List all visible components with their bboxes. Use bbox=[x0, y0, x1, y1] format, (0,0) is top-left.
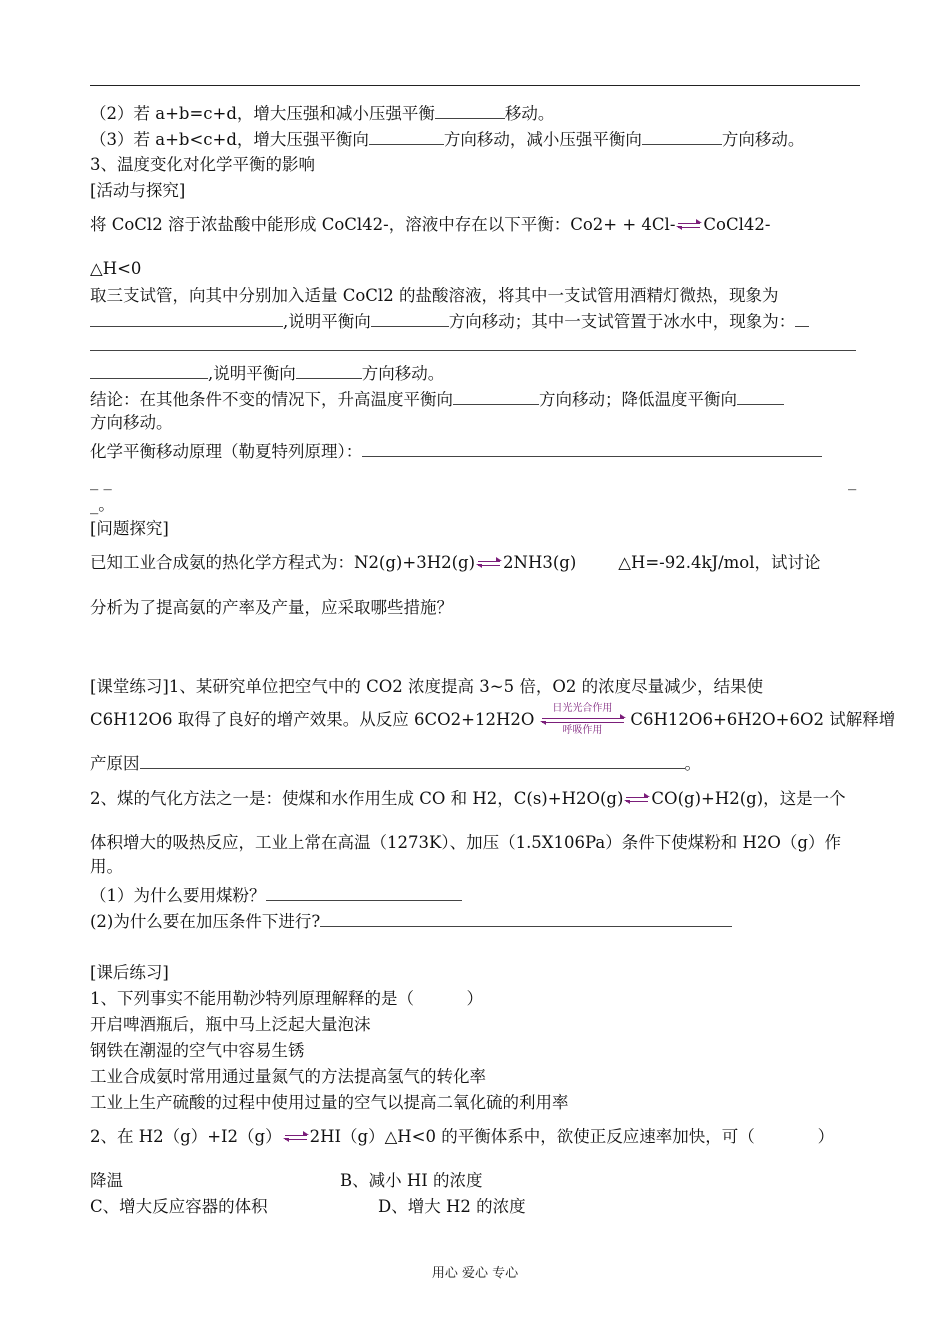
page-footer: 用心 爱心 专心 bbox=[431, 1266, 519, 1281]
text-line: C6H12O6 取得了良好的增产效果。从反应 6CO2+12H2O 日光光合作用 呼吸作用 C6H12O6+6H2O+6O2 试解释增 bbox=[90, 702, 896, 736]
text-line: （1）为什么要用煤粉？ bbox=[90, 884, 462, 907]
question: 1、下列事实不能用勒沙特列原理解释的是（ ） bbox=[90, 989, 483, 1008]
text-line: （3）若 a+b<c+d，增大压强平衡向 方向移动，减小压强平衡向 方向移动。 bbox=[90, 130, 805, 149]
text-line: 用。 bbox=[90, 857, 123, 876]
text-line: [课堂练习]1、某研究单位把空气中的 CO2 浓度提高 3~5 倍，O2 的浓度尽量减少，结果使 bbox=[90, 677, 764, 696]
text-line: ,说明平衡向 方向移动。 bbox=[90, 362, 444, 385]
equilibrium-arrow-icon bbox=[676, 220, 702, 232]
text-line: 产原因 。 bbox=[90, 754, 701, 773]
answer-option: 钢铁在潮湿的空气中容易生锈 bbox=[90, 1041, 305, 1060]
text-line: 体积增大的吸热反应，工业上常在高温（1273K）、加压（1.5X106Pa）条件下使煤粉和 H2O（g）作 bbox=[90, 833, 841, 852]
answer-option: 开启啤酒瓶后，瓶中马上泛起大量泡沫 bbox=[90, 1015, 371, 1034]
answer-option: 工业合成氨时常用通过量氮气的方法提高氢气的转化率 bbox=[90, 1067, 486, 1086]
section-heading: [活动与探究] bbox=[90, 181, 186, 200]
text-line bbox=[90, 334, 856, 357]
text-line: _ _ bbox=[90, 471, 112, 490]
answer-option: C、增大反应容器的体积 bbox=[90, 1197, 268, 1216]
text-line: 2、煤的气化方法之一是：使煤和水作用生成 CO 和 H2，C(s)+H2O(g) CO(g)+H2(g)，这是一个 bbox=[90, 789, 846, 808]
text-line: 方向移动。 bbox=[90, 413, 173, 432]
text-line: _ bbox=[848, 471, 857, 490]
equilibrium-arrow-icon bbox=[624, 794, 650, 806]
section-heading: [课后练习] bbox=[90, 963, 169, 982]
text-line: 将 CoCl2 溶于浓盐酸中能形成 CoCl42-，溶液中存在以下平衡：Co2+ + 4Cl- CoCl42- bbox=[90, 215, 771, 234]
text-line: 结论：在其他条件不变的情况下，升高温度平衡向 方向移动；降低温度平衡向 bbox=[90, 388, 784, 411]
header-rule bbox=[90, 85, 860, 86]
text-line: 化学平衡移动原理（勒夏特列原理）： bbox=[90, 440, 822, 463]
equilibrium-arrow-icon bbox=[283, 1132, 309, 1144]
answer-option: D、增大 H2 的浓度 bbox=[378, 1197, 526, 1216]
text-line: _。 bbox=[90, 495, 115, 514]
equilibrium-arrow-icon bbox=[476, 558, 502, 570]
text-line: △H<0 bbox=[90, 259, 142, 278]
text-line: （2）若 a+b=c+d，增大压强和减小压强平衡 移动。 bbox=[90, 104, 555, 123]
section-heading: [问题探究] bbox=[90, 519, 169, 538]
text-line: ,说明平衡向 方向移动；其中一支试管置于冰水中，现象为： bbox=[90, 310, 809, 333]
text-line: 分析为了提高氨的产率及产量，应采取哪些措施？ bbox=[90, 598, 453, 617]
reaction-condition-arrow: 日光光合作用 呼吸作用 bbox=[534, 710, 630, 732]
answer-option: 工业上生产硫酸的过程中使用过量的空气以提高二氧化硫的利用率 bbox=[90, 1093, 569, 1112]
text-line: 取三支试管，向其中分别加入适量 CoCl2 的盐酸溶液，将其中一支试管用酒精灯微热，现象为 bbox=[90, 286, 779, 305]
text-line: (2)为什么要在加压条件下进行? bbox=[90, 910, 732, 933]
text-line: 已知工业合成氨的热化学方程式为：N2(g)+3H2(g) 2NH3(g) △H=-92.4kJ/mol，试讨论 bbox=[90, 553, 821, 572]
answer-option: 降温 bbox=[90, 1171, 123, 1190]
text-line: 3、温度变化对化学平衡的影响 bbox=[90, 155, 315, 174]
question: 2、在 H2（g）+I2（g） 2HI（g）△H<0 的平衡体系中，欲使正反应速率加快，可（ ） bbox=[90, 1127, 835, 1146]
answer-option: B、减小 HI 的浓度 bbox=[340, 1171, 483, 1190]
